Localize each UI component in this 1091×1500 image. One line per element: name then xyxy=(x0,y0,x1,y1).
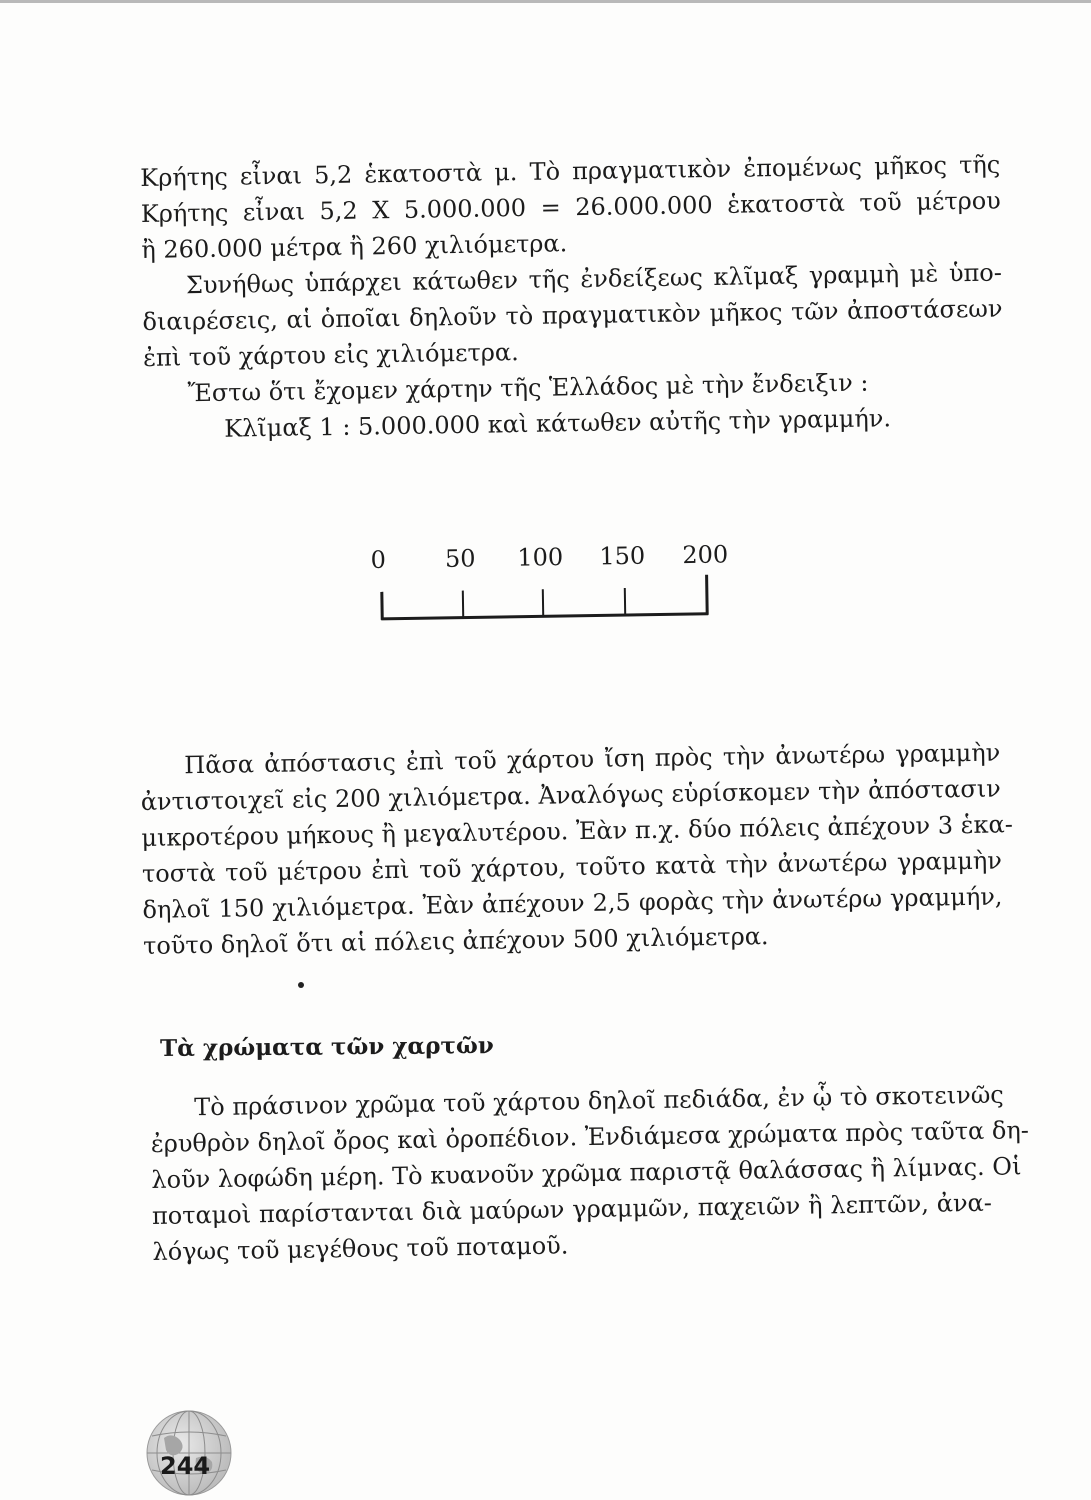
scale-label-50: 50 xyxy=(444,544,476,573)
paragraph-1-line: ἢ 260.000 μέτρα ἢ 260 χιλιόμετρα. xyxy=(141,229,568,264)
paragraph-2-line: ἐπὶ τοῦ χάρτου εἰς χιλιόμετρα. xyxy=(142,338,519,372)
section-heading: Τὰ χρώματα τῶν χαρτῶν xyxy=(160,1032,494,1062)
paragraph-5-line: ἐρυθρὸν δηλοῖ ὄρος καὶ ὀροπέδιον. Ἐνδιάμεσα χρώματα πρὸς ταῦτα δη- xyxy=(150,1116,1030,1158)
paragraph-5-line: Τὸ πράσινον χρῶμα τοῦ χάρτου δηλοῖ πεδιάδα, ἐν ᾧ τὸ σκοτεινῶς xyxy=(194,1080,1004,1122)
scale-tick-200 xyxy=(707,575,708,615)
scale-bar xyxy=(370,534,731,630)
paragraph-4-line: ἀντιστοιχεῖ εἰς 200 χιλιόμετρα. Ἀναλόγως εὑρίσκομεν τὴν ἀπόστασιν xyxy=(140,774,1001,816)
middle-text-block xyxy=(140,734,1014,963)
paragraph-5-line: λοῦν λοφώδη μέρη. Τὸ κυανοῦν χρῶμα παριστᾷ θαλάσσας ἢ λίμνας. Οἱ xyxy=(151,1152,1022,1194)
paragraph-5-line: ποταμοὶ παρίστανται διὰ μαύρων γραμμῶν, παχειῶν ἢ λεπτῶν, ἀνα- xyxy=(151,1188,993,1230)
scale-label-0: 0 xyxy=(370,545,387,574)
scale-baseline xyxy=(381,614,708,619)
paragraph-3-line: Ἔστω ὅτι ἔχομεν χάρτην τῆς Ἑλλάδος μὲ τὴν ἔνδειξιν : xyxy=(187,368,869,408)
paragraph-4-line: τοῦτο δηλοῖ ὅτι αἱ πόλεις ἀπέχουν 500 χιλιόμετρα. xyxy=(142,922,769,960)
paragraph-4-line: Πᾶσα ἀπόστασις ἐπὶ τοῦ χάρτου ἴση πρὸς τὴν ἀνωτέρω γραμμὴν xyxy=(184,738,1001,780)
page-top-edge xyxy=(0,0,1091,3)
scale-label-100: 100 xyxy=(517,542,564,572)
scale-statement: Κλῖμαξ 1 : 5.000.000 καὶ κάτωθεν αὐτῆς τὴν γραμμήν. xyxy=(224,404,892,443)
page-number: 244 xyxy=(160,1452,211,1480)
paragraph-1-line: Κρήτης εἶναι 5,2 ἑκατοστὰ μ. Τὸ πραγματικὸν ἐπομένως μῆκος τῆς xyxy=(140,150,1001,192)
paragraph-4-line: δηλοῖ 150 χιλιόμετρα. Ἐὰν ἀπέχουν 2,5 φορὰς τὴν ἀνωτέρω γραμμήν, xyxy=(142,882,1003,924)
ink-speck xyxy=(298,982,304,988)
paragraph-4-line: τοστὰ τοῦ μέτρου ἐπὶ τοῦ χάρτου, τοῦτο κατὰ τὴν ἀνωτέρω γραμμὴν xyxy=(141,846,1003,888)
scale-label-150: 150 xyxy=(599,541,646,571)
paragraph-2-line: Συνήθως ὑπάρχει κάτωθεν τῆς ἐνδείξεως κλῖμαξ γραμμὴ μὲ ὑπο- xyxy=(185,258,1003,300)
lower-text-block xyxy=(150,1077,1030,1270)
paragraph-5-line: λόγως τοῦ μεγέθους τοῦ ποταμοῦ. xyxy=(152,1231,569,1266)
scale-label-200: 200 xyxy=(682,540,729,570)
paragraph-2-line: διαιρέσεις, αἱ ὁποῖαι δηλοῦν τὸ πραγματικὸν μῆκος τῶν ἀποστάσεων xyxy=(142,294,1003,336)
scale-bar-graphic xyxy=(370,534,731,630)
paragraph-4-line: μικροτέρου μήκους ἢ μεγαλυτέρου. Ἐὰν π.χ. δύο πόλεις ἀπέχουν 3 ἑκα- xyxy=(141,810,1014,852)
paragraph-1-line: Κρήτης εἶναι 5,2 X 5.000.000 = 26.000.000 ἑκατοστὰ τοῦ μέτρου xyxy=(140,186,1001,228)
upper-text-block xyxy=(140,146,1004,447)
